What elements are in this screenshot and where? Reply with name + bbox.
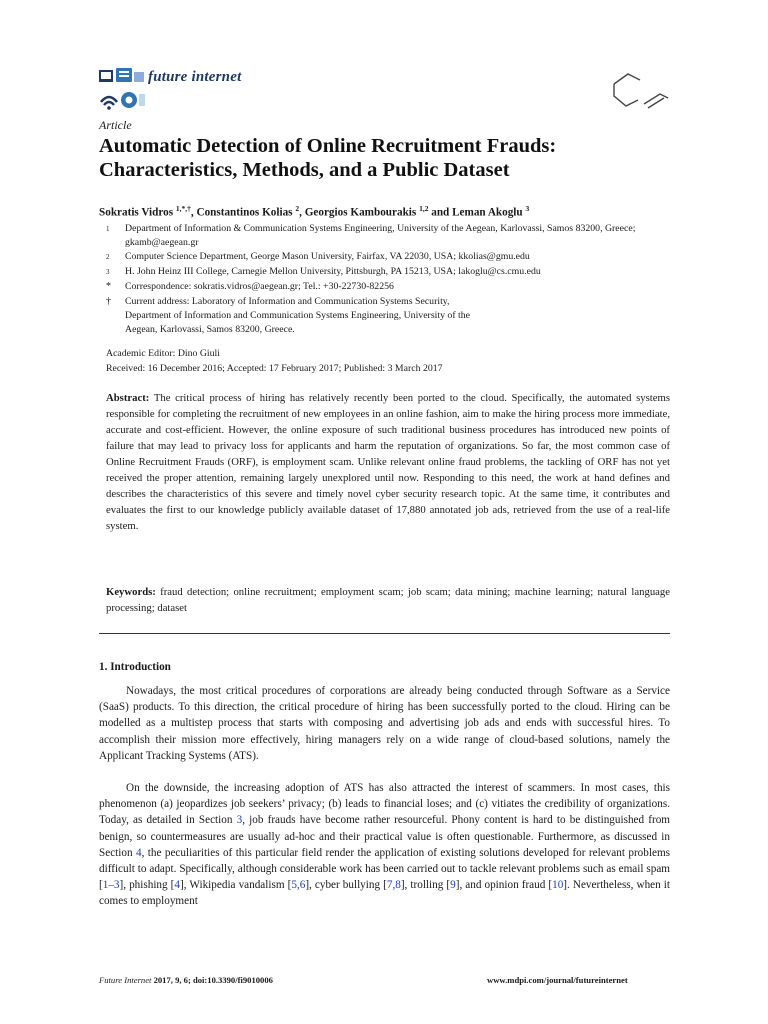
paragraph-text: Nowadays, the most critical procedures of corporations are already being conducted through Software as a Service (SaaS) products. To this direction, the critical procedure of hiring has been successfully ported to the cloud. Hiring can be modelled as a multistep process that starts with composing and advertising job ads and ends with successful hires. To accomplish their mission more effectively, hiring managers rely on a wide range of cloud-based solutions, namely the Applicant Tracking Systems (ATS). bbox=[99, 685, 670, 762]
paragraph-text: , job frauds have become rather resourceful. Phony content is hard to be distinguished from benign, so countermeasures are usually ad-hoc and their practical value is often questionable. Furthermore, as discussed in Section bbox=[99, 814, 670, 859]
footer-citation bbox=[99, 975, 273, 985]
citation-link[interactable]: 5,6 bbox=[291, 879, 306, 892]
affiliation-text: Computer Science Department, George Mason University, Fairfax, VA 22030, USA; kkolias@gmu.edu bbox=[125, 251, 530, 262]
paragraph-text: , the peculiarities of this particular field render the application of existing solutions developed for relevant problems difficult to adapt. Specifically, although considerable work has been carried out to tackle relevant problems such as email spam [ bbox=[99, 846, 670, 892]
author-affiliation-marks: 1,2 bbox=[419, 204, 429, 213]
article-type-label: Article bbox=[99, 118, 132, 132]
citation-link[interactable]: 4 bbox=[174, 879, 180, 892]
author-separator: and bbox=[428, 206, 453, 219]
keywords-label: Keywords: bbox=[106, 586, 156, 598]
affiliation-mark: 3 bbox=[106, 268, 110, 276]
section-link[interactable]: 4 bbox=[135, 846, 142, 859]
affiliation-mark: * bbox=[106, 281, 111, 292]
citation-link[interactable]: 7,8 bbox=[386, 879, 401, 892]
author-name[interactable]: Sokratis Vidros bbox=[99, 206, 174, 219]
paragraph-text: ], Wikipedia vandalism [ bbox=[180, 879, 292, 892]
author-separator: , bbox=[299, 206, 305, 219]
paragraph-text: ], trolling [ bbox=[400, 879, 451, 892]
body-paragraph bbox=[99, 780, 670, 910]
citation-link[interactable]: 1–3 bbox=[102, 879, 120, 892]
affiliation-mark: 2 bbox=[106, 253, 110, 261]
publication-dates: Received: 16 December 2016; Accepted: 17 February 2017; Published: 3 March 2017 bbox=[106, 363, 443, 374]
author-affiliation-marks: 1,*,† bbox=[175, 204, 191, 213]
affiliation-text: Correspondence: sokratis.vidros@aegean.gr; Tel.: +30-22730-82256 bbox=[125, 281, 394, 292]
section-heading: 1. Introduction bbox=[99, 661, 171, 673]
article-title: Automatic Detection of Online Recruitment Frauds: Characteristics, Methods, and a Public Dataset bbox=[99, 135, 557, 181]
paragraph-text: ], cyber bullying [ bbox=[305, 879, 387, 892]
paragraph-text: ], phishing [ bbox=[119, 879, 175, 892]
author-list bbox=[99, 204, 529, 219]
keywords-text: fraud detection; online recruitment; employment scam; job scam; data mining; machine learning; natural language processing; dataset bbox=[106, 586, 671, 614]
affiliation-mark: † bbox=[106, 296, 111, 307]
section-link[interactable]: 3 bbox=[236, 814, 243, 827]
affiliation-mark: 1 bbox=[106, 225, 110, 233]
affiliation-text: H. John Heinz III College, Carnegie Mellon University, Pittsburgh, PA 15213, USA; lakoglu@cs.cmu.edu bbox=[125, 266, 541, 277]
author-separator: , bbox=[190, 206, 197, 219]
abstract-text: The critical process of hiring has relatively recently been ported to the cloud. Specifically, the automated systems responsible for completing the recruitment of new employees in an online fashion, aim to make the hiring process more immediate, accurate and cost-efficient. However, the online exposure of such traditional business procedures has introduced new points of failure that may lead to privacy loss for applicants and harm the reputation of organizations. So far, the most common case of Online Recruitment Frauds (ORF), is employment scam. Unlike relevant online fraud problems, the tackling of ORF has not yet received the proper attention, remaining largely unexplored until now. Responding to this need, the work at hand defines and describes the characteristics of this severe and timely novel cyber security research topic. At the same time, it contributes and evaluates the first to our knowledge publicly available dataset of 17,880 annotated job ads, retrieved from the use of a real-life system. bbox=[106, 392, 670, 532]
author-name[interactable]: Constantinos Kolias bbox=[196, 206, 293, 219]
affiliation-text: Current address: Laboratory of Information and Communication Systems Security, Department of Information and Communication Systems Engineering, University of the Aegean, Karlovassi, Samos 83200, Greece. bbox=[125, 296, 470, 335]
abstract bbox=[106, 390, 670, 534]
paragraph-text: ]. Nevertheless, when it comes to employment bbox=[99, 879, 670, 908]
abstract-label: Abstract: bbox=[106, 392, 150, 404]
author-affiliation-marks: 2 bbox=[295, 204, 300, 213]
mdpi-corner-logo-icon bbox=[612, 70, 670, 110]
paragraph-text: ], and opinion fraud [ bbox=[455, 879, 553, 892]
citation-link[interactable]: 10 bbox=[552, 879, 564, 892]
affiliation-text: Department of Information & Communication Systems Engineering, University of the Aegean, Karlovassi, Samos 83200, Greece; gkamb@aegean.gr bbox=[125, 223, 636, 248]
journal-logo-icon bbox=[99, 68, 145, 110]
citation-link[interactable]: 9 bbox=[450, 879, 456, 892]
section-divider bbox=[99, 633, 670, 634]
author-name[interactable]: Georgios Kambourakis bbox=[304, 206, 417, 219]
paragraph-text: On the downside, the increasing adoption of ATS has also attracted the interest of scammers. In most cases, this phenomenon (a) jeopardizes job seekers’ privacy; (b) leads to financial loses; and (c) vitiates the credibility of organizations. Today, as detailed in Section bbox=[99, 782, 670, 827]
footer-journal-name: Future Internet bbox=[99, 975, 152, 985]
author-affiliation-marks: 3 bbox=[525, 204, 530, 213]
footer-journal-url[interactable]: www.mdpi.com/journal/futureinternet bbox=[487, 975, 628, 985]
keywords bbox=[106, 584, 670, 616]
footer-doi: 2017, 9, 6; doi:10.3390/fi9010006 bbox=[151, 975, 273, 985]
journal-name: future internet bbox=[148, 69, 242, 85]
author-name[interactable]: Leman Akoglu bbox=[452, 206, 523, 219]
academic-editor: Academic Editor: Dino Giuli bbox=[106, 348, 220, 359]
body-paragraph bbox=[99, 683, 670, 764]
